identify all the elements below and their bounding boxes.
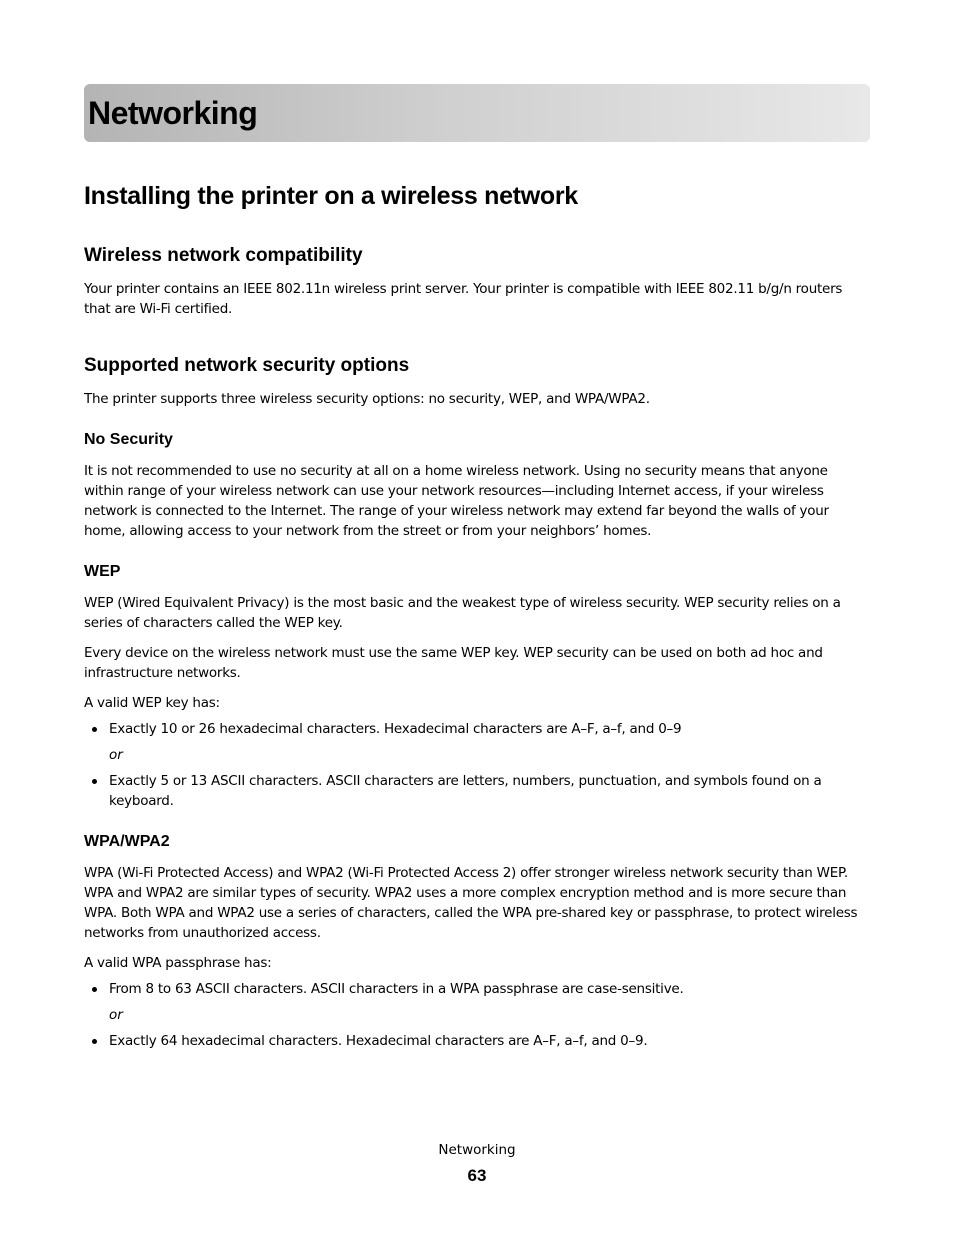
wpa-passphrase-list	[84, 979, 870, 999]
wep-paragraph-1: WEP (Wired Equivalent Privacy) is the most basic and the weakest type of wireless security. WEP security relies on a series of characters called the WEP key.	[84, 595, 841, 631]
no-security-body: It is not recommended to use no security at all on a home wireless network. Using no security means that anyone within range of your wireless network can use your network resources—including Internet access, if your wireless network is connected to the Internet. The range of your wireless network may extend far beyond the walls of your home, allowing access to your network from the street or from your neighbors’ homes.	[84, 463, 829, 539]
no-security-heading: No Security	[84, 431, 173, 448]
footer-label: Networking	[438, 1142, 516, 1158]
chapter-title: Networking	[88, 94, 258, 131]
compat-body: Your printer contains an IEEE 802.11n wireless print server. Your printer is compatible with IEEE 802.11 b/g/n routers that are Wi-Fi certified.	[84, 281, 843, 317]
wpa-or: or	[109, 1007, 123, 1023]
list-item: From 8 to 63 ASCII characters. ASCII characters in a WPA passphrase are case-sensitive.	[84, 979, 870, 999]
security-intro: The printer supports three wireless security options: no security, WEP, and WPA/WPA2.	[84, 391, 650, 407]
wep-lead: A valid WEP key has:	[84, 695, 220, 711]
wpa-paragraph-1: WPA (Wi-Fi Protected Access) and WPA2 (Wi-Fi Protected Access 2) offer stronger wireless network security than WEP. WPA and WPA2 are similar types of security. WPA2 uses a more complex encryption method and is more secure than WPA. Both WPA and WPA2 use a series of characters, called the WPA pre-shared key or passphrase, to protect wireless networks from unauthorized access.	[84, 865, 858, 941]
wpa-heading: WPA/WPA2	[84, 833, 170, 850]
page-footer	[0, 1140, 954, 1186]
chapter-banner	[84, 84, 870, 142]
wpa-passphrase-list-2	[84, 1031, 870, 1051]
wep-heading: WEP	[84, 563, 121, 580]
list-item: Exactly 64 hexadecimal characters. Hexadecimal characters are A–F, a–f, and 0–9.	[84, 1031, 870, 1051]
page-number: 63	[467, 1166, 487, 1185]
wep-or: or	[109, 747, 123, 763]
security-heading: Supported network security options	[84, 355, 410, 376]
compat-heading: Wireless network compatibility	[84, 245, 363, 266]
section-title: Installing the printer on a wireless network	[84, 182, 578, 210]
list-item: Exactly 10 or 26 hexadecimal characters. Hexadecimal characters are A–F, a–f, and 0–9	[84, 719, 870, 739]
wpa-lead: A valid WPA passphrase has:	[84, 955, 272, 971]
wep-paragraph-2: Every device on the wireless network must use the same WEP key. WEP security can be used on both ad hoc and infrastructure networks.	[84, 645, 823, 681]
list-item: Exactly 5 or 13 ASCII characters. ASCII characters are letters, numbers, punctuation, and symbols found on a keyboard.	[84, 771, 870, 811]
wep-key-list-2	[84, 771, 870, 811]
page-content	[84, 84, 870, 1051]
wep-key-list	[84, 719, 870, 739]
